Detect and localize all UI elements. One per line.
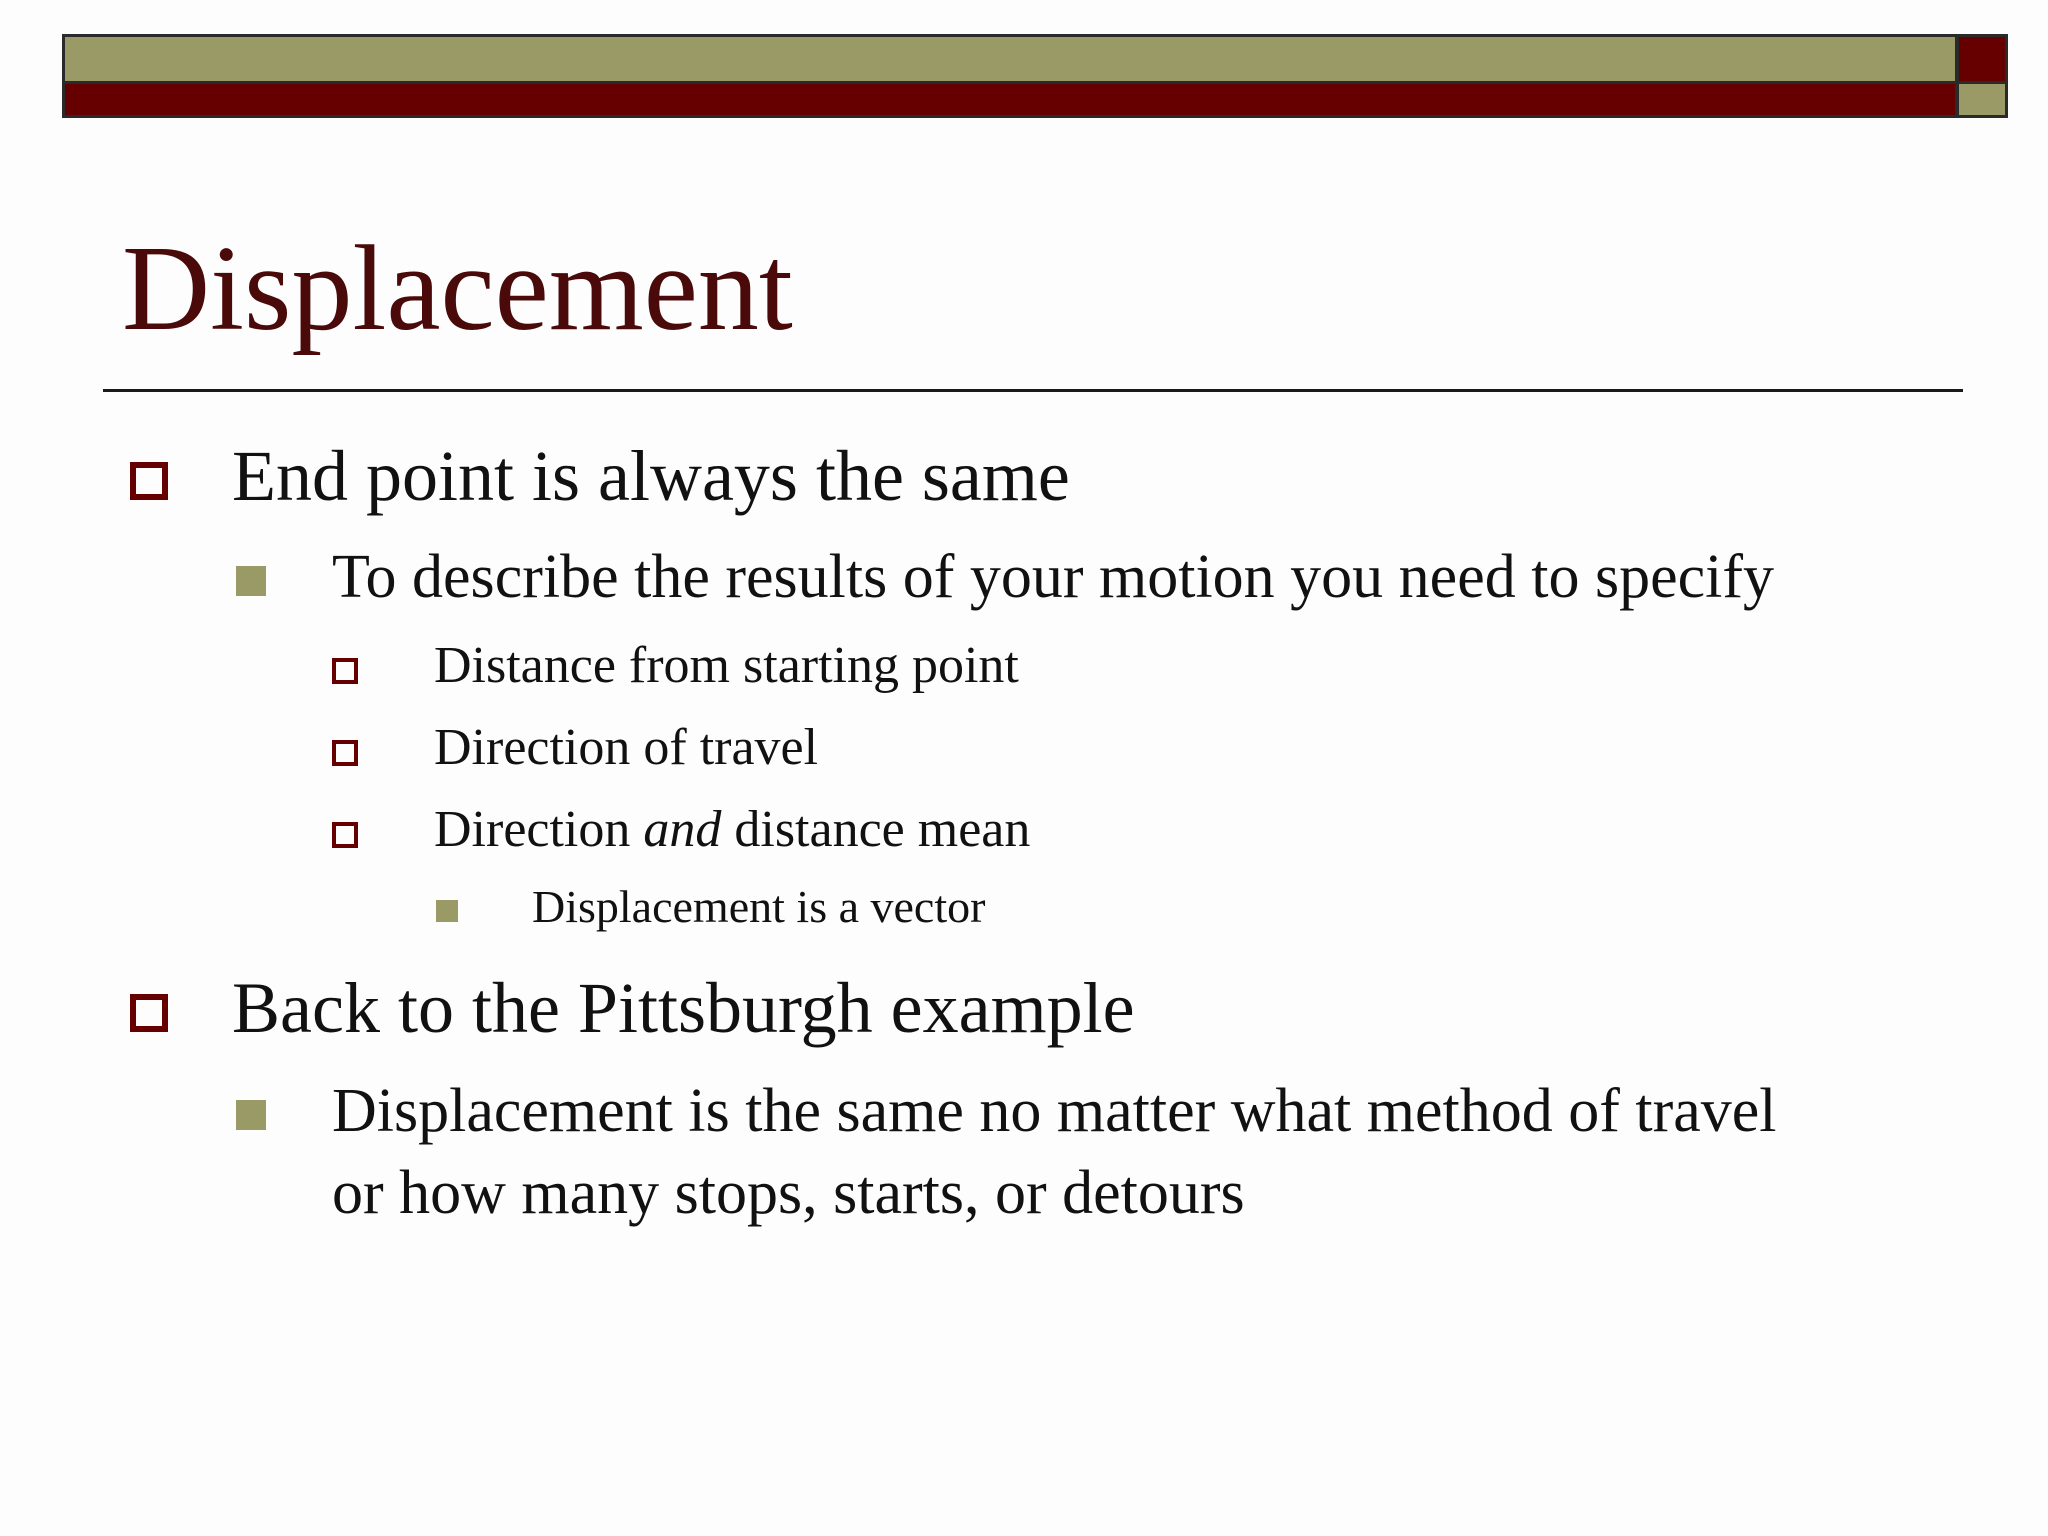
- hollow-square-bullet-icon: [332, 740, 358, 766]
- hollow-square-bullet-icon: [130, 994, 168, 1032]
- header-corner-olive: [1956, 84, 2008, 118]
- hollow-square-bullet-icon: [332, 658, 358, 684]
- solid-square-bullet-icon: [236, 1100, 266, 1130]
- line-1: Displacement is the same no matter what method of travel: [332, 1077, 1777, 1145]
- bullet-text: Displacement is a vector: [532, 881, 986, 932]
- bullet-text: Direction of travel: [434, 719, 819, 776]
- header-band-maroon: [62, 84, 1958, 118]
- emphasis-and: and: [643, 801, 722, 858]
- bullet-text: To describe the results of your motion you need to specify: [332, 543, 1774, 611]
- header-band-olive: [62, 34, 1958, 84]
- header-corner-maroon: [1956, 34, 2008, 84]
- hollow-square-bullet-icon: [130, 462, 168, 500]
- bullet-text: End point is always the same: [232, 436, 1070, 516]
- slide-title: Displacement: [122, 221, 793, 356]
- hollow-square-bullet-icon: [332, 822, 358, 848]
- line-2: or how many stops, starts, or detours: [332, 1159, 1245, 1227]
- solid-square-bullet-icon: [436, 900, 458, 922]
- bullet-text: Distance from starting point: [434, 637, 1019, 694]
- title-divider: [103, 389, 1963, 392]
- bullet-text: Back to the Pittsburgh example: [232, 968, 1135, 1048]
- text-after: distance mean: [721, 801, 1031, 858]
- bullet-text: [434, 801, 1031, 858]
- bullet-text-multiline: [332, 1070, 1777, 1234]
- solid-square-bullet-icon: [236, 566, 266, 596]
- text-before: Direction: [434, 801, 644, 858]
